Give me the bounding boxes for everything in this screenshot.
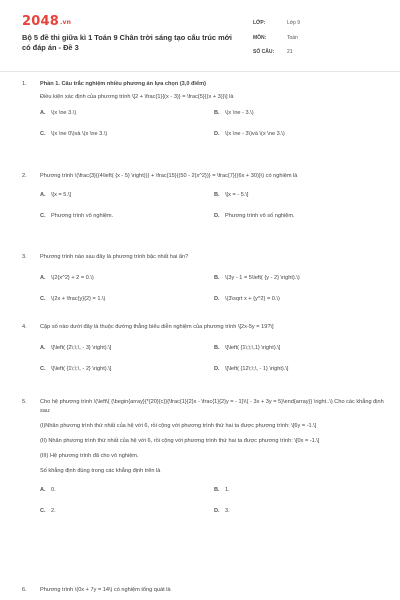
statement-2: (II) Nhân phương trình thứ nhất của hệ với 6, rồi cộng với phương trình thứ hai ta được phương trình: \[0x = -1.\] [40,437,320,444]
question-number: 4. [22,324,27,330]
meta-count-label: SỐ CÂU: [253,49,275,56]
question-text: Phương trình nào sau đây là phương trình bậc nhất hai ẩn? [40,254,189,260]
question-6 [22,586,385,595]
meta-class [253,16,378,31]
option-d[interactable]: D. \[\left( {12\;\;\, - 1} \right).\] [214,365,289,372]
option-d[interactable]: D. \(x \ne - 3\)và \(x \ne 3.\) [214,130,285,137]
option-c[interactable]: C. \[\left( {1\;\;\, - 2} \right).\] [40,365,112,372]
meta-subject [253,31,378,46]
question-text: Cặp số nào dưới đây là thuộc đường thẳng biểu diễn nghiệm của phương trình \[2x-5y = 19?\] [40,324,274,330]
question-options [40,486,385,526]
statement-1: (I)Nhân phương trình thứ nhất của hệ với 6, rồi cộng với phương trình thứ hai ta được phương trình: \[6y = -1.\] [40,422,317,429]
question-3 [22,253,385,314]
meta-subject-value: Toán [287,34,298,41]
question-4 [22,323,385,384]
question-options [40,191,385,231]
option-b[interactable]: B. 1. [214,486,230,493]
meta-count-value: 21 [287,49,293,56]
meta-class-label: LỚP: [253,20,266,27]
question-text: Điều kiện xác định của phương trình \[2 + \frac{1}{(x - 3)} = \frac{5}{(x + 3)}\] là [40,93,234,100]
statement-3: (III) Hệ phương trình đã cho vô nghiệm. [40,452,139,459]
option-a[interactable]: A. \(x \ne 3.\) [40,109,77,116]
option-d[interactable]: D. Phương trình vô số nghiệm. [214,212,295,219]
site-logo[interactable] [22,14,71,29]
question-options [40,344,385,384]
option-b[interactable]: B. \(3y - 1 = 5\left( {y - 2} \right).\) [214,274,300,281]
meta-subject-label: MÔN: [253,34,267,41]
option-c[interactable]: C. 2. [40,507,56,514]
option-b[interactable]: B. \[x = - 5.\] [214,191,249,198]
question-1 [22,80,385,149]
option-d[interactable]: D. 3. [214,507,230,514]
logo-text: 2048 [22,14,59,29]
question-text: Cho hệ phương trình \(\left\{ {\begin{array}{*{20}{c}}{\frac{1}{2}x - \frac{1}{2}y = - 1}\\{ - 3x + 3y = 5}\end{array}} \right..\) Cho các khẳng định sau: [40,399,384,414]
option-d[interactable]: D. \(3\sqrt x + {y^2} = 0.\) [214,295,280,302]
document-meta [253,16,378,60]
question-number: 6. [22,587,27,593]
question-options [40,274,385,314]
option-b[interactable]: B. \(x \ne - 3.\) [214,109,254,116]
option-c[interactable]: C. Phương trình vô nghiệm. [40,212,114,219]
question-text: Phương trình \(\frac{3}{(4\left( {x - 5} \right))} + \frac{15}{(50 - 2{x^2})} = \frac{7}{(6x + 30)}\) có nghiệm là [40,173,298,179]
option-a[interactable]: A. \(2{x^2} + 2 = 0.\) [40,274,94,281]
option-a[interactable]: A. \[x = 5.\] [40,191,72,198]
option-a[interactable]: A. \[\left( {2\;\;\, - 3} \right).\] [40,344,112,351]
question-number: 3. [22,254,27,260]
header-divider [0,71,400,72]
question-prompt: Số khẳng định đúng trong các khẳng định trên là [40,467,161,474]
question-number: 2. [22,173,27,179]
option-b[interactable]: B. \[\left( {1\;\;\,1} \right).\] [214,344,281,351]
page-header [0,0,400,64]
question-number: 5. [22,399,27,405]
meta-question-count [253,45,378,60]
question-5 [22,398,385,526]
document-title: Bộ 5 đề thi giữa kì 1 Toán 9 Chân trời sáng tạo cấu trúc mới có đáp án - Đề 3 [22,33,232,52]
question-options [40,109,385,149]
question-text: Phương trình \(0x + 7y = 14\) có nghiệm tổng quát là [40,587,171,593]
option-a[interactable]: A. 0. [40,486,56,493]
question-number: 1. [22,81,27,87]
logo-suffix: .vn [59,19,72,26]
option-c[interactable]: C. \(2x + \frac{y}{2} = 1.\) [40,295,106,302]
section-heading: Phần 1. Câu trắc nghiệm nhiều phương án lựa chọn (3,0 điểm) [40,81,206,87]
question-2 [22,172,385,231]
meta-class-value: Lớp 9 [287,20,301,27]
option-c[interactable]: C. \(x \ne 0\)và \(x \ne 3.\) [40,130,108,137]
